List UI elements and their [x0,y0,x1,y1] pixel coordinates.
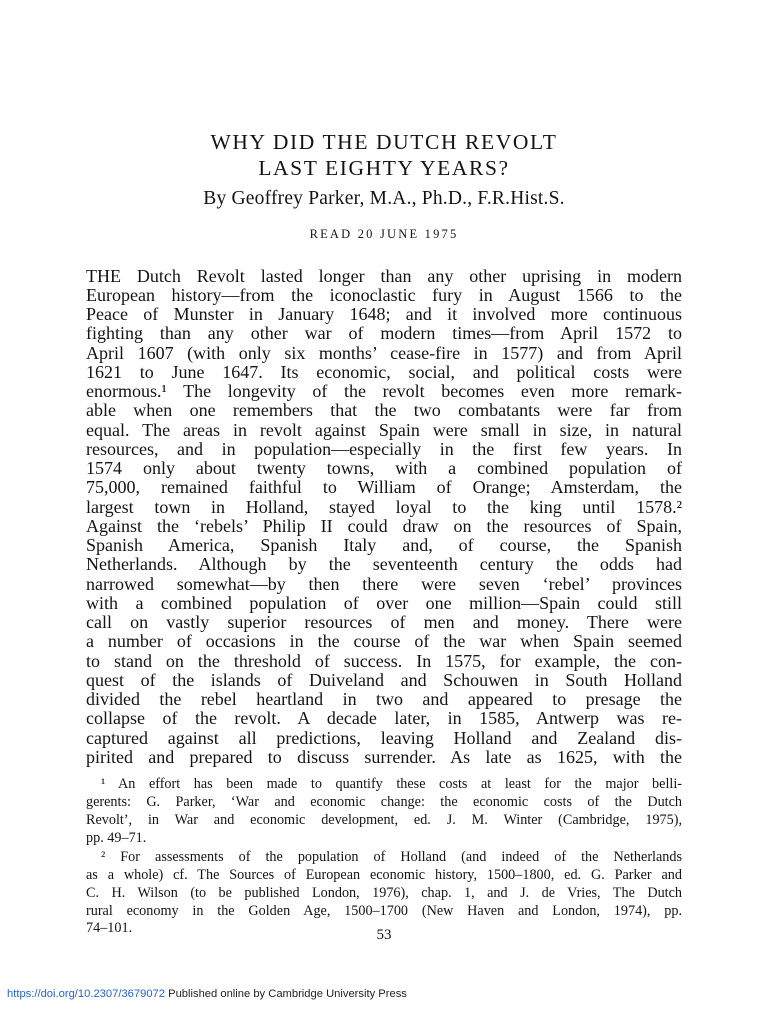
body-line: European history—from the iconoclastic fury in August 1566 to the [86,285,682,305]
body-line: divided the rebel heartland in two and appeared to presage the [86,689,682,709]
body-line: 1621 to June 1647. Its economic, social, and political costs were [86,362,682,382]
footnote-line: 74–101. [86,920,133,936]
author-line: By Geoffrey Parker, M.A., Ph.D., F.R.Hist.S. [203,188,565,209]
published-online-text: Published online by Cambridge University Press [165,988,407,1000]
body-line: THE Dutch Revolt lasted longer than any other uprising in modern [86,266,682,286]
body-line: equal. The areas in revolt against Spain were small in size, in natural [86,420,682,440]
body-line: largest town in Holland, stayed loyal to the king until 1578.² [86,497,682,517]
footnote-line: as a whole) cf. The Sources of European economic history, 1500–1800, ed. G. Parker and [86,867,682,883]
body-line: pirited and prepared to discuss surrender. As late as 1625, with the [86,747,682,767]
footnote-line: rural economy in the Golden Age, 1500–1700 (New Haven and London, 1974), pp. [86,903,682,919]
footnote-line: ¹ An effort has been made to quantify these costs at least for the major belli- [101,776,682,792]
body-line: able when one remembers that the two combatants were far from [86,400,682,420]
body-line: quest of the islands of Duiveland and Schouwen in South Holland [86,670,682,690]
body-line: a number of occasions in the course of the war when Spain seemed [86,631,682,651]
body-line: Against the ‘rebels’ Philip II could draw on the resources of Spain, [86,516,682,536]
body-line: April 1607 (with only six months’ cease-fire in 1577) and from April [86,343,682,363]
body-line: Spanish America, Spanish Italy and, of course, the Spanish [86,535,682,555]
article-title-line-2: LAST EIGHTY YEARS? [258,156,510,180]
footnote-line: Revolt’, in War and economic development, ed. J. M. Winter (Cambridge, 1975), [86,812,682,828]
footnote-line: pp. 49–71. [86,830,147,846]
article-title-line-1: WHY DID THE DUTCH REVOLT [210,130,558,154]
body-line: Peace of Munster in January 1648; and it involved more continuous [86,304,682,324]
body-line: resources, and in population—especially in the first few years. In [86,439,682,459]
publication-footer [0,985,768,1003]
page-number: 53 [376,927,392,943]
body-line: captured against all predictions, leaving Holland and Zealand dis- [86,728,682,748]
body-line: collapse of the revolt. A decade later, in 1585, Antwerp was re- [86,708,682,728]
footnote-line: C. H. Wilson (to be published London, 1976), chap. 1, and J. de Vries, The Dutch [86,885,682,901]
body-line: 1574 only about twenty towns, with a combined population of [86,458,682,478]
body-line: call on vastly superior resources of men and money. There were [86,612,682,632]
body-line: fighting than any other war of modern times—from April 1572 to [86,323,682,343]
body-line: 75,000, remained faithful to William of Orange; Amsterdam, the [86,477,682,497]
footnote-line: gerents: G. Parker, ‘War and economic change: the economic costs of the Dutch [86,794,682,810]
body-line: with a combined population of over one million—Spain could still [86,593,682,613]
body-line: to stand on the threshold of success. In 1575, for example, the con- [86,651,682,671]
body-line: enormous.¹ The longevity of the revolt becomes even more remark- [86,381,682,401]
body-line: narrowed somewhat—by then there were seven ‘rebel’ provinces [86,574,682,594]
body-line: Netherlands. Although by the seventeenth century the odds had [86,554,682,574]
doi-link[interactable]: https://doi.org/10.2307/3679072 [7,988,165,1000]
read-date: READ 20 JUNE 1975 [309,227,459,241]
footnote-line: ² For assessments of the population of Holland (and indeed of the Netherlands [101,849,682,865]
